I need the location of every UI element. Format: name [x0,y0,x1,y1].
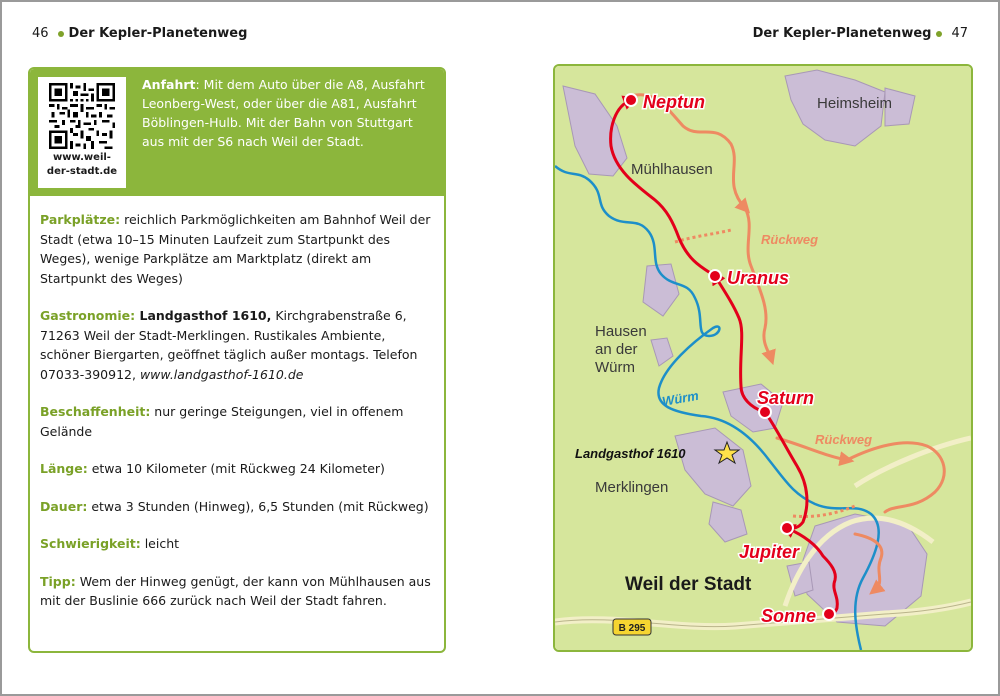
terrain-text: nur geringe Steigungen, viel in offenem Gelände [40,404,404,439]
planet-label-jupiter: Jupiter [739,542,800,562]
duration-info [40,497,434,517]
terrain-label: Beschaffenheit: [40,404,151,419]
qr-caption-line1: www.weil- [53,152,111,163]
duration-label: Dauer: [40,498,88,514]
neptun-marker [625,94,637,106]
uranus-marker [709,270,721,282]
right-page-header [753,26,972,41]
town-muehlhausen: Mühlhausen [631,161,713,178]
arrival-body: : Mit dem Auto über die A8, Ausfahrt Leonberg-West, oder über die A81, Ausfahrt Böblingen-Hulb. Mit der Bahn von Stuttgart aus mit der S6 nach Weil der Stadt. [142,77,425,149]
difficulty-text: leicht [140,536,180,551]
town-merklingen: Merklingen [595,479,669,496]
gastronomy-label: Gastronomie: [40,308,136,323]
planet-label-uranus: Uranus [727,268,790,288]
info-box-body [30,196,444,611]
qr-code-icon [49,83,115,149]
parking-info [40,210,434,288]
parking-label: Parkplätze: [40,212,121,227]
right-page-title: Der Kepler-Planetenweg [752,26,932,41]
header-dot-icon [58,31,64,37]
gastronomy-url: www.landgasthof-1610.de [139,366,304,382]
gastronomy-name: Landgasthof 1610, [135,308,272,323]
inn-label: Landgasthof 1610 [575,446,686,461]
qr-block [30,69,130,196]
left-page-number: 46 [32,26,49,41]
right-page-number: 47 [951,26,968,41]
road-sign-label: B 295 [618,623,646,634]
info-box-header [30,69,444,196]
map-svg [555,66,971,650]
length-text: etwa 10 Kilometer (mit Rückweg 24 Kilometer) [87,461,385,476]
qr-caption [47,151,117,179]
return-label-north: Rückweg [761,232,819,247]
planet-label-sonne: Sonne [761,606,817,626]
river-label: Würm [660,387,700,409]
length-label: Länge: [40,461,88,476]
sonne-marker [823,608,835,620]
jupiter-marker [781,522,793,534]
terrain-info [40,402,434,441]
tip-info [40,572,434,611]
tip-text: Wem der Hinweg genügt, der kann von Mühlhausen aus mit der Buslinie 666 zurück nach Weil der Stadt fahren. [40,573,431,608]
header-dot-icon [936,31,942,37]
qr-caption-line2: der-stadt.de [46,166,118,177]
town-hausen-line1: Hausen [595,323,647,340]
town-weil-der-stadt: Weil der Stadt [625,574,752,595]
length-info [40,459,434,479]
difficulty-info [40,534,434,554]
tip-label: Tipp: [40,573,76,589]
route-map [553,64,973,652]
return-label-south: Rückweg [815,432,873,447]
gastronomy-text: Kirchgrabenstraße 6, 71263 Weil der Stadt-Merklingen. Rustikales Ambiente, schöner Biergarten, geöffnet täglich außer montags. Telefon 07033-390912, [40,308,418,382]
town-hausen-line2: an der [595,341,638,358]
planet-label-neptun: Neptun [643,92,705,112]
town-hausen-line3: Würm [595,359,635,376]
gastronomy-info [40,306,434,384]
difficulty-label: Schwierigkeit: [40,536,141,551]
arrival-label: Anfahrt [142,77,196,92]
arrival-text [130,69,444,196]
planet-label-saturn: Saturn [757,388,815,408]
left-page-title: Der Kepler-Planetenweg [68,26,248,41]
town-heimsheim: Heimsheim [817,95,893,112]
right-page [500,0,1000,696]
road-sign [613,619,651,635]
duration-text: etwa 3 Stunden (Hinweg), 6,5 Stunden (mit Rückweg) [87,498,429,514]
left-page-header [28,26,247,41]
parking-text: reichlich Parkmöglichkeiten am Bahnhof Weil der Stadt (etwa 10–15 Minuten Laufzeit zum Startpunkt des Weges), wenige Parkplätze am Marktplatz (direkt am Startpunkt des Weges) [40,212,431,286]
info-box [28,67,446,653]
